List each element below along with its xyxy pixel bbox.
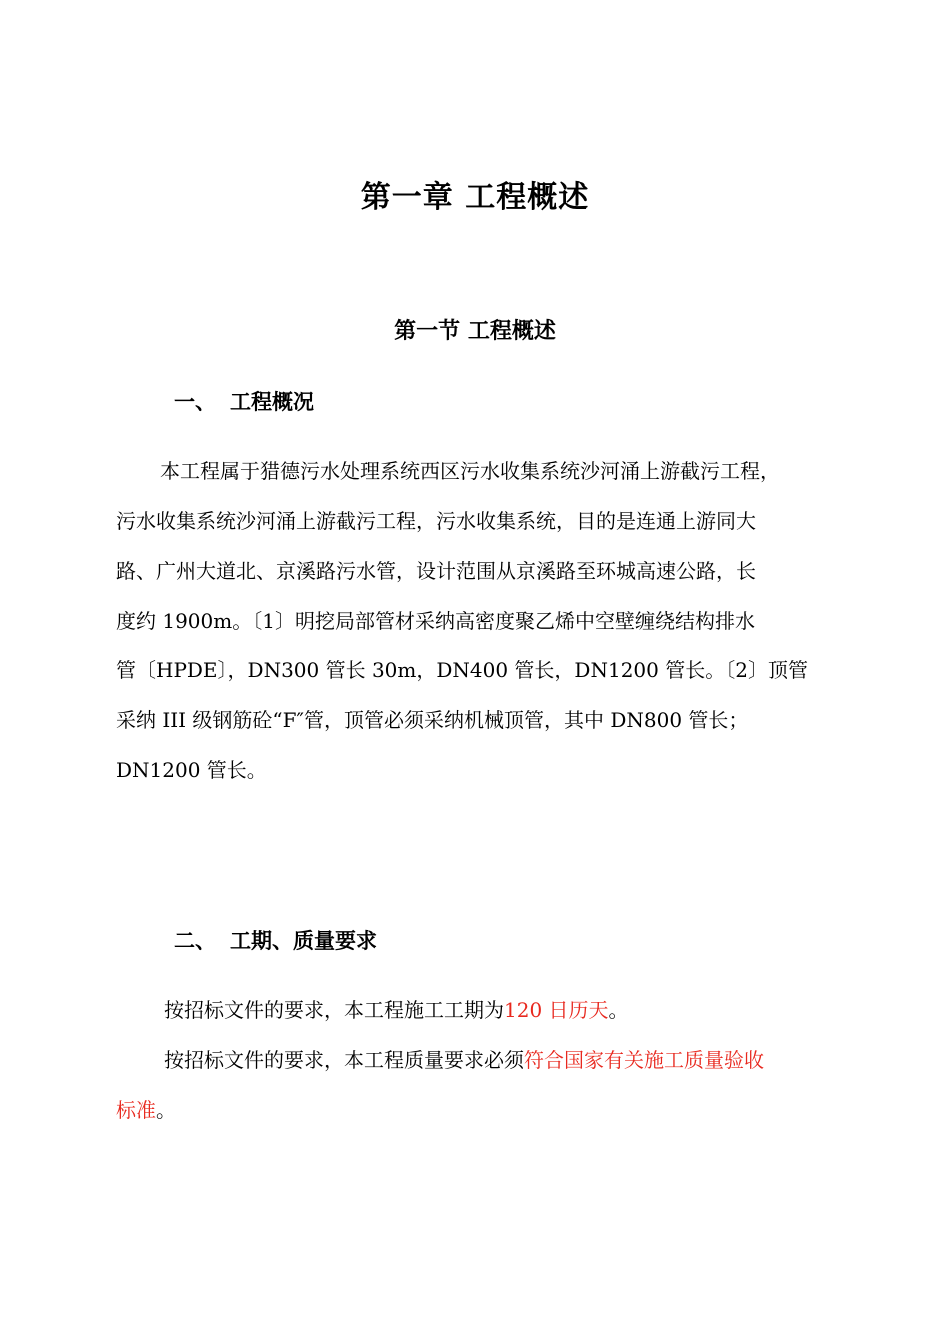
quality-prefix: 按招标文件的要求，本工程质量要求必须 [164, 1048, 524, 1072]
heading-schedule-quality [174, 925, 377, 957]
overview-line-1: 本工程属于猎德污水处理系统西区污水收集系统沙河涌上游截污工程， [160, 459, 780, 483]
heading-number: 一、 [174, 390, 216, 414]
schedule-paragraph [164, 995, 629, 1025]
overview-line-2: 污水收集系统沙河涌上游截污工程，污水收集系统，目的是连通上游同大 [116, 509, 756, 533]
quality-paragraph-line-1 [164, 1045, 764, 1075]
overview-line-6: 采纳 III 级钢筋砼“F″管，顶管必须采纳机械顶管，其中 DN800 管长； [116, 708, 749, 732]
chapter-title: 第一章 工程概述 [360, 180, 590, 215]
heading-project-overview [174, 386, 314, 418]
overview-line-7: DN1200 管长。 [116, 758, 267, 782]
heading-text: 工程概况 [230, 390, 314, 414]
quality-standard-part2: 标准 [116, 1098, 156, 1122]
heading-text: 工期、质量要求 [230, 929, 377, 953]
quality-standard-part1: 符合国家有关施工质量验收 [524, 1048, 764, 1072]
heading-number: 二、 [174, 929, 216, 953]
overview-line-3: 路、广州大道北、京溪路污水管，设计范围从京溪路至环城高速公路，长 [116, 559, 756, 583]
schedule-suffix: 。 [608, 998, 629, 1022]
overview-line-4: 度约 1900m。〔1〕明挖局部管材采纳高密度聚乙烯中空壁缠绕结构排水 [116, 609, 755, 633]
quality-suffix: 。 [156, 1098, 176, 1122]
schedule-duration: 120 日历天 [504, 998, 609, 1022]
quality-paragraph-line-2 [116, 1095, 176, 1125]
section-title: 第一节 工程概述 [394, 319, 556, 344]
overview-line-5: 管〔HPDE〕，DN300 管长 30m，DN400 管长，DN1200 管长。〔2〕顶管 [116, 658, 808, 682]
schedule-prefix: 按招标文件的要求，本工程施工工期为 [164, 998, 504, 1022]
